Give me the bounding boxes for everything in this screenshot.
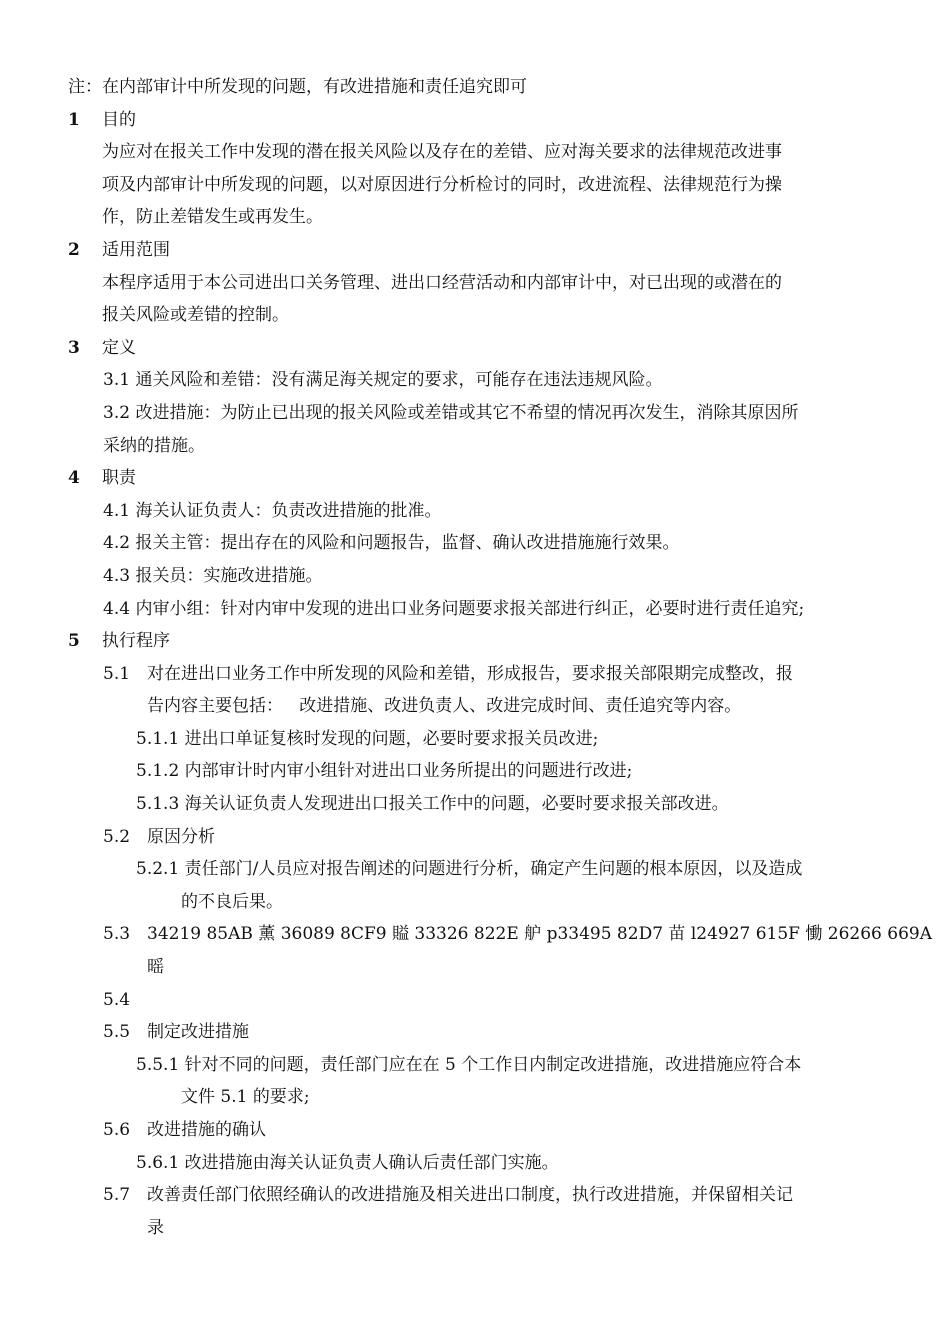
clause-5-1	[103, 658, 950, 691]
section-2-heading	[68, 234, 950, 267]
clause-number: 5.2	[103, 826, 131, 847]
clause-5-1-cont: 告内容主要包括： 改进措施、改进负责人、改进完成时间、责任追究等内容。	[147, 696, 742, 717]
section-title: 定义	[102, 337, 136, 358]
clause-number: 5.5	[103, 1022, 131, 1043]
clause-number: 5.7	[103, 1185, 131, 1206]
section-1-heading	[68, 104, 950, 137]
clause-5-5-1: 5.5.1 针对不同的问题，责任部门应在在 5 个工作日内制定改进措施，改进措施应符合本	[136, 1054, 802, 1075]
section-title: 职责	[102, 468, 136, 489]
clause-text: 34219 85AB 薰 36089 8CF9 賹 33326 822E 舮 p33495 82D7 苗 l24927 615F 慟 26266 669A	[147, 924, 932, 945]
clause-text: 原因分析	[147, 826, 215, 847]
section-title: 执行程序	[102, 631, 170, 652]
document-page	[0, 71, 950, 1244]
section-4-heading	[68, 462, 950, 495]
section-3-heading	[68, 332, 950, 365]
section-5-heading	[68, 625, 950, 658]
clause-5-6-1: 5.6.1 改进措施由海关认证负责人确认后责任部门实施。	[136, 1152, 559, 1173]
section-number: 2	[68, 239, 80, 260]
clause-5-2-1: 5.2.1 责任部门/人员应对报告阐述的问题进行分析，确定产生问题的根本原因，以及造成	[136, 859, 803, 880]
duty-item: 4.3 报关员：实施改进措施。	[103, 565, 323, 586]
clause-text: 制定改进措施	[147, 1022, 249, 1043]
paragraph-line: 为应对在报关工作中发现的潜在报关风险以及存在的差错、应对海关要求的法律规范改进事	[102, 142, 782, 163]
clause-text: 改进措施的确认	[147, 1120, 266, 1140]
clause-5-3	[103, 918, 950, 951]
clause-5-5-1-cont: 文件 5.1 的要求;	[181, 1087, 310, 1108]
section-number: 3	[68, 337, 80, 358]
duty-item: 4.2 报关主管：提出存在的风险和问题报告，监督、确认改进措施施行效果。	[103, 533, 680, 554]
clause-5-7	[103, 1179, 950, 1212]
section-number: 4	[68, 468, 80, 489]
clause-5-5	[103, 1016, 950, 1049]
clause-5-1-1: 5.1.1 进出口单证复核时发现的问题，必要时要求报关员改进;	[136, 728, 599, 749]
paragraph-line: 本程序适用于本公司进出口关务管理、进出口经营活动和内部审计中，对已出现的或潜在的	[102, 272, 782, 293]
section-number: 1	[68, 109, 80, 130]
clause-number: 5.4	[103, 989, 131, 1010]
duty-item: 4.4 内审小组：针对内审中发现的进出口业务问题要求报关部进行纠正，必要时进行责任追究;	[103, 598, 805, 619]
definition-3-2: 3.2 改进措施：为防止已出现的报关风险或差错或其它不希望的情况再次发生，消除其原因所	[103, 402, 799, 423]
section-number: 5	[68, 631, 80, 652]
clause-number: 5.3	[103, 924, 131, 945]
clause-5-6	[103, 1114, 950, 1147]
clause-number: 5.1	[103, 663, 131, 684]
clause-5-4	[103, 984, 950, 1017]
paragraph-line: 报关风险或差错的控制。	[102, 305, 289, 326]
clause-5-7-cont: 录	[147, 1217, 164, 1238]
clause-5-1-2: 5.1.2 内部审计时内审小组针对进出口业务所提出的问题进行改进;	[136, 761, 633, 782]
clause-number: 5.6	[103, 1120, 131, 1140]
definition-3-1: 3.1 通关风险和差错：没有满足海关规定的要求，可能存在违法违规风险。	[103, 370, 663, 391]
clause-text: 对在进出口业务工作中所发现的风险和差错，形成报告，要求报关部限期完成整改，报	[147, 663, 793, 684]
clause-5-3-cont: 暚	[147, 957, 164, 978]
definition-3-2-cont: 采纳的措施。	[103, 435, 205, 456]
duty-item: 4.1 海关认证负责人：负责改进措施的批准。	[103, 500, 442, 521]
note-text: 注：在内部审计中所发现的问题，有改进措施和责任追究即可	[68, 77, 527, 97]
paragraph-line: 项及内部审计中所发现的问题，以对原因进行分析检讨的同时，改进流程、法律规范行为操	[102, 174, 782, 195]
section-title: 目的	[102, 109, 136, 130]
clause-text: 改善责任部门依照经确认的改进措施及相关进出口制度，执行改进措施，并保留相关记	[147, 1185, 793, 1206]
clause-5-1-3: 5.1.3 海关认证负责人发现进出口报关工作中的问题，必要时要求报关部改进。	[136, 794, 729, 815]
clause-5-2-1-cont: 的不良后果。	[181, 891, 283, 912]
paragraph-line: 作，防止差错发生或再发生。	[102, 207, 323, 228]
section-title: 适用范围	[102, 239, 170, 260]
clause-5-2	[103, 821, 950, 854]
